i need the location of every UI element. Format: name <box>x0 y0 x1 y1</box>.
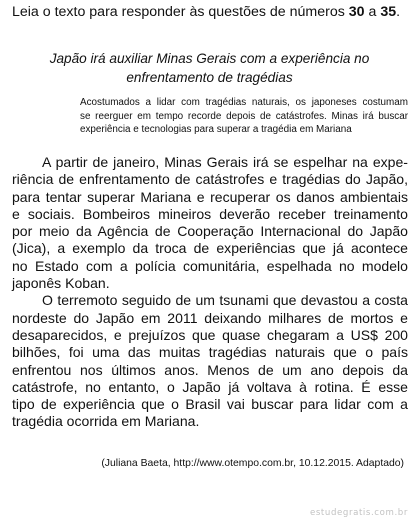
paragraph-line: desaparecidos, e prejuízos que quase chegaram a US$ 200 <box>12 326 408 343</box>
paragraph-line: O terremoto seguido de um tsunami que devastou a costa <box>42 292 408 309</box>
paragraph-line: (Jica), a exemplo da troca de experiências que já acontece <box>12 240 408 257</box>
article-title-line: enfrentamento de tragédias <box>126 70 293 85</box>
site-watermark: estudegratis.com.br <box>309 508 408 518</box>
instruction-connector: a <box>364 4 381 20</box>
paragraph-line: e sociais. Bombeiros mineiros deverão receber treinamento <box>12 205 408 222</box>
paragraph-line: para tentar superar Mariana e recuperar os danos ambientais <box>12 188 408 205</box>
article-subtitle-line: se reerguer em tempo recorde depois de catástrofes. Minas irá buscar <box>80 110 408 122</box>
instruction-prefix: Leia o texto para responder às questões de números <box>12 4 349 20</box>
article-subtitle <box>80 96 408 137</box>
instruction-text <box>12 3 410 21</box>
article-title-line: Japão irá auxiliar Minas Gerais com a experiência no <box>49 51 370 66</box>
paragraph-line: por meio da Agência de Cooperação Internacional do Japão <box>12 223 408 240</box>
article-subtitle-line: experiência e tecnologias para superar a tragédia em Mariana <box>80 124 352 136</box>
article-subtitle-line: Acostumados a lidar com tragédias naturais, os japoneses costumam <box>80 97 408 108</box>
article-paragraph-1 <box>12 154 408 292</box>
article-title <box>18 49 401 87</box>
question-range-end: 35 <box>380 4 397 20</box>
paragraph-line: catástrofe, no entanto, o Japão já voltava à rotina. É esse <box>12 378 408 395</box>
paragraph-line: tipo de experiência que o Brasil vai buscar para lidar com a <box>12 396 408 413</box>
instruction-suffix: . <box>396 4 401 20</box>
question-range-start: 30 <box>348 4 365 20</box>
paragraph-line: nordeste do Japão em 2011 deixando milhares de mortos e <box>12 309 408 326</box>
paragraph-line: bilhões, foi uma das muitas tragédias naturais que o país <box>12 344 408 361</box>
paragraph-line: enfrentou nos últimos anos. Menos de um ano depois da <box>12 361 408 378</box>
article-source-citation: (Juliana Baeta, http://www.otempo.com.br, 10.12.2015. Adaptado) <box>101 458 404 469</box>
article-paragraph-2 <box>12 292 408 430</box>
paragraph-line: riência de enfrentamento de catástrofes e tragédias do Japão, <box>12 171 408 188</box>
paragraph-line: japonês Koban. <box>12 275 110 292</box>
paragraph-line: no Estado com a polícia comunitária, espelhada no modelo <box>12 257 408 274</box>
paragraph-line: tragédia ocorrida em Mariana. <box>12 413 200 430</box>
article-body <box>12 154 408 431</box>
paragraph-line: A partir de janeiro, Minas Gerais irá se espelhar na expe- <box>42 154 408 170</box>
